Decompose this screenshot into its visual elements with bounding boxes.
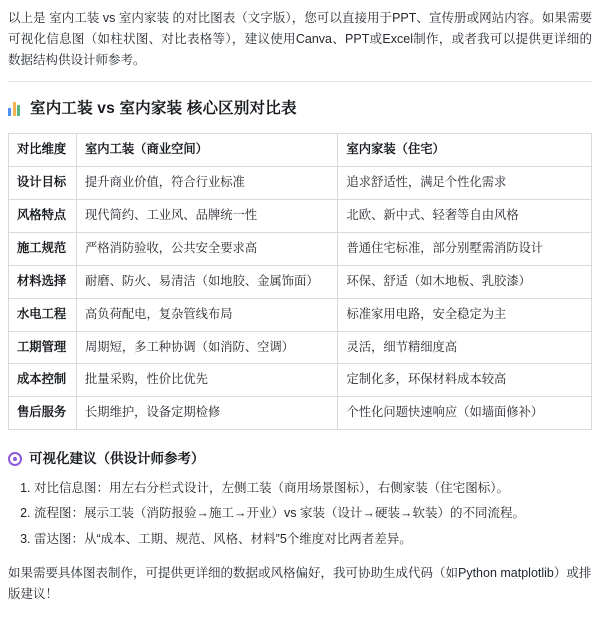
- table-row: [9, 265, 592, 298]
- section-heading-table-label: 室内工装 vs 室内家装 核心区别对比表: [30, 100, 297, 117]
- list-item: 1. 对比信息图：用左右分栏式设计，左侧工装（商用场景图标），右侧家装（住宅图标）。: [34, 478, 592, 498]
- row-label: 工期管理: [9, 331, 77, 364]
- row-label: 材料选择: [9, 265, 77, 298]
- list-item: 3. 雷达图：从“成本、工期、规范、风格、材料”5个维度对比两者差异。: [34, 529, 592, 549]
- cell-commercial: 批量采购，性价比优先: [76, 364, 337, 397]
- row-label: 售后服务: [9, 397, 77, 430]
- cell-residential: 定制化多，环保材料成本较高: [338, 364, 592, 397]
- cell-commercial: 严格消防验收，公共安全要求高: [76, 232, 337, 265]
- column-header-residential: 室内家装（住宅）: [338, 134, 592, 167]
- cell-commercial: 耐磨、防火、易清洁（如地胶、金属饰面）: [76, 265, 337, 298]
- cell-commercial: 现代简约、工业风、品牌统一性: [76, 199, 337, 232]
- table-row: [9, 199, 592, 232]
- cell-residential: 北欧、新中式、轻奢等自由风格: [338, 199, 592, 232]
- bar-chart-icon: [8, 102, 23, 116]
- table-row: [9, 298, 592, 331]
- section-heading-suggestions-label: 可视化建议（供设计师参考）: [29, 451, 205, 467]
- cell-residential: 标准家用电路，安全稳定为主: [338, 298, 592, 331]
- comparison-table: [8, 133, 592, 430]
- row-label: 风格特点: [9, 199, 77, 232]
- table-row: [9, 232, 592, 265]
- divider: [8, 81, 592, 82]
- list-item: 2. 流程图：展示工装（消防报验→施工→开业）vs 家装（设计→硬装→软装）的不同流程。: [34, 503, 592, 523]
- table-row: [9, 167, 592, 200]
- table-row: [9, 397, 592, 430]
- cell-residential: 追求舒适性，满足个性化需求: [338, 167, 592, 200]
- suggestions-list: [8, 478, 592, 549]
- table-header-row: [9, 134, 592, 167]
- cell-residential: 环保、舒适（如木地板、乳胶漆）: [338, 265, 592, 298]
- row-label: 成本控制: [9, 364, 77, 397]
- row-label: 设计目标: [9, 167, 77, 200]
- cell-residential: 普通住宅标准，部分别墅需消防设计: [338, 232, 592, 265]
- intro-paragraph: [8, 8, 592, 71]
- table-row: [9, 364, 592, 397]
- row-label: 水电工程: [9, 298, 77, 331]
- row-label: 施工规范: [9, 232, 77, 265]
- section-heading-suggestions: [8, 448, 592, 470]
- column-header-dimension: 对比维度: [9, 134, 77, 167]
- cell-commercial: 高负荷配电，复杂管线布局: [76, 298, 337, 331]
- cell-commercial: 周期短，多工种协调（如消防、空调）: [76, 331, 337, 364]
- outro-paragraph: 如果需要具体图表制作，可提供更详细的数据或风格偏好，我可协助生成代码（如Python matplotlib）或排版建议！: [8, 565, 592, 601]
- cell-residential: 灵活，细节精细度高: [338, 331, 592, 364]
- table-row: [9, 331, 592, 364]
- cell-commercial: 提升商业价值，符合行业标准: [76, 167, 337, 200]
- cell-commercial: 长期维护，设备定期检修: [76, 397, 337, 430]
- section-heading-table: [8, 96, 592, 121]
- column-header-commercial: 室内工装（商业空间）: [76, 134, 337, 167]
- intro-text: 以上是 室内工装 vs 室内家装 的对比图表（文字版），您可以直接用于PPT、宣传册或网站内容。如果需要可视化信息图（如柱状图、对比表格等），建议使用Canva、PPT或Excel制作，或者我可以提供更详细的数据结构供设计师参考。: [8, 11, 592, 67]
- pin-icon: [8, 452, 22, 466]
- cell-residential: 个性化问题快速响应（如墙面修补）: [338, 397, 592, 430]
